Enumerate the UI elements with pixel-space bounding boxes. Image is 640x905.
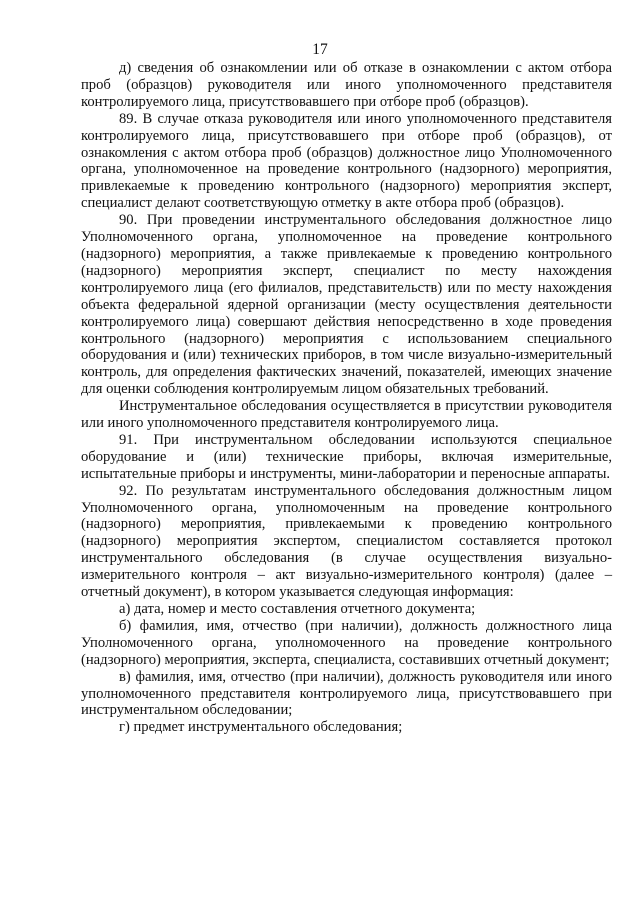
paragraph-d-sampling-acknowledgement: д) сведения об ознакомлении или об отказе в ознакомлении с актом отбора проб (образцов) руководителя или иного уполномоченного представителя контролируемого лица, присутствовавшего при отборе проб (образцов).: [81, 60, 612, 110]
list-item-a: а) дата, номер и место составления отчетного документа;: [119, 601, 476, 617]
list-item-v: в) фамилия, имя, отчество (при наличии), должность руководителя или иного уполномоченного представителя контролируемого лица, присутствовавшего при инструментальном обследовании;: [81, 668, 612, 719]
list-item-b: б) фамилия, имя, отчество (при наличии), должность должностного лица Уполномоченного органа, уполномоченного на проведение контрольного (надзорного) мероприятия, эксперта, специалиста, составивших отчетный документ;: [81, 617, 612, 668]
paragraph-instrumental-presence: Инструментальное обследования осуществляется в присутствии руководителя или иного уполномоченного представителя контролируемого лица.: [81, 398, 612, 432]
paragraph-92: 92. По результатам инструментального обследования должностным лицом Уполномоченного органа, уполномоченным на проведение контрольного (надзорного) мероприятия, привлекаемыми к проведению контрольного (надзорного) мероприятия экспертом, специалистом составляется протокол инструментального обследования (в случае осуществления визуально-измерительного контроля – акт визуально-измерительного контроля) (далее – отчетный документ), в котором указывается следующая информация:: [81, 482, 612, 601]
paragraph-89: 89. В случае отказа руководителя или иного уполномоченного представителя контролируемого лица, присутствовавшего при отборе проб (образцов), от ознакомления с актом отбора проб (образцов) должностное лицо Уполномоченного органа, уполномоченное на проведение контрольного (надзорного) мероприятия, привлекаемые к проведению контрольного (надзорного) мероприятия эксперт, специалист делают соответствующую отметку в акте отбора проб (образцов).: [81, 110, 612, 212]
paragraph-90: 90. При проведении инструментального обследования должностное лицо Уполномоченного органа, уполномоченное на проведение контрольного (надзорного) мероприятия, а также привлекаемые к проведению контрольного (надзорного) мероприятия эксперт, специалист по месту нахождения контролируемого лица (его филиалов, представительств) или по месту нахождения объекта федеральной ядерной организации (месту осуществления деятельности контролируемого лица) совершают действия непосредственно в ходе проведения контрольного (надзорного) мероприятия с использованием специального оборудования и (или) технических приборов, в том числе визуально-измерительный контроль, для определения фактических значений, показателей, имеющих значение для оценки соблюдения контролируемым лицом обязательных требований.: [81, 212, 612, 398]
page-number: 17: [312, 41, 328, 58]
document-body: [81, 60, 612, 736]
list-item-g: г) предмет инструментального обследования;: [119, 719, 403, 736]
paragraph-91: 91. При инструментальном обследовании используются специальное оборудование и (или) технические приборы, включая измерительные, испытательные приборы и инструменты, мини-лаборатории и переносные аппараты.: [81, 431, 612, 482]
